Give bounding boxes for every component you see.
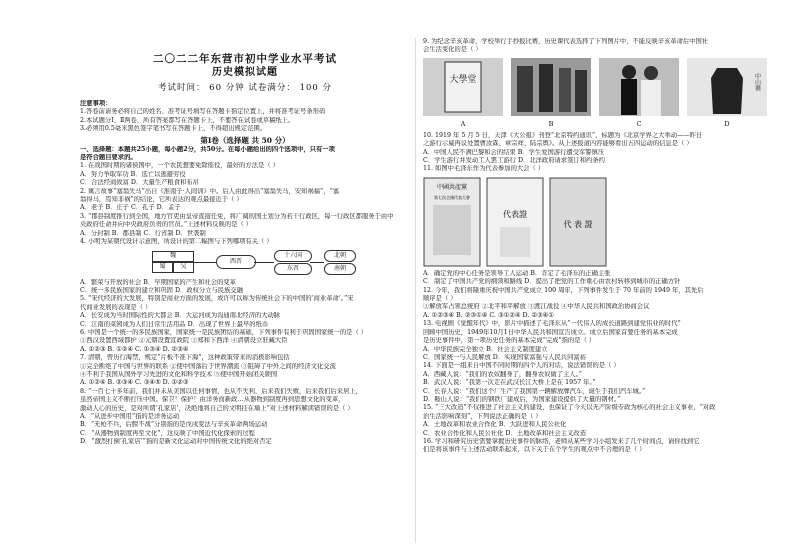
node-nanchao: 南朝	[324, 263, 356, 275]
q-line: D．鞍山人说：“我们的钢铁厂建成后，为国家建设提供了大量的钢材。”	[423, 395, 621, 403]
section1-intro-2: 是符合题目要求的。	[80, 154, 137, 162]
connector	[310, 262, 324, 263]
q-line: 2. 寓言故事“塞翁失马”出自《淮南子·人间训》中。后人由此得出“塞翁失马，安知祸福”，“塞	[80, 187, 340, 195]
column-divider	[415, 38, 416, 543]
q-line: 10. 1919 年 5 月 5 日，天津《大公报》刊登“北京特约通讯”，标题为《北京学界之大举动——昨日	[423, 131, 703, 139]
q-line: 6. 中国是一个统一的多民族国家，国家统一是民族团结的基础，下列事件有利于巩固国家统一的是（ ）	[80, 328, 368, 336]
section1-intro: 一、选择题：本题共25小题，每小题2分，共50分。在每小题给出的四个选项中，只有一项	[80, 145, 335, 153]
note-2: 2.本试题分Ⅰ、Ⅱ两卷，所有答案都写在答题卡上，不要答在试卷或草稿纸上。	[80, 116, 295, 124]
q-line: C．农业合作化和人民公社化 D．土地改革和社会主义改造	[423, 429, 586, 437]
section1-heading: 第Ⅰ卷（选择题 共 50 分）	[200, 135, 290, 145]
photo-a	[423, 58, 503, 129]
q-line: A．“从进步中国用”指的是洋务运动	[80, 413, 180, 420]
node-dongjin: 东晋	[274, 263, 312, 275]
photo-c	[599, 58, 679, 129]
q-line: 之游行示威再议处置曹汝霖、章宗祥、陆宗舆》。从上述报道内容能够看出五四运动的信息是（ ）	[423, 140, 693, 148]
q-line: 们是将该事件与上述活动联系起来，以下关于在个学生的观点中不合理的是（ ）	[423, 446, 646, 454]
q-line: 虽然帝国主义不断打压中国。保卫！保护！由洋务而新政…从器物到制度再到思想文化的变革，	[80, 396, 345, 404]
photo-label: A	[460, 119, 466, 128]
photo-a-image	[423, 58, 503, 116]
q11-images	[423, 177, 787, 267]
q-line: ①西汉设置西域都护 ②元朝设置宣政院 ③郑和下西洋 ④清朝设立驻藏大臣	[80, 337, 288, 345]
poster-2-title: 代表證	[503, 209, 527, 219]
q-line: 1. 在战国时期的诸侯国中，一个农民想要免除徭役，最好的方法是（ ）	[80, 162, 279, 170]
q-line: A．分封制 B．郡县制 C．行省制 D．世袭制	[80, 229, 206, 237]
q-line: 激动人心的历史，是对所谓‘孔家店’，决绝地将自己的文明挂在墙上”对上述材料解读错误的是（ ）	[80, 404, 354, 412]
node-wei: 魏	[152, 251, 194, 262]
left-column	[80, 38, 410, 447]
q-line: C．学生游行并发动工人罢工游行 D．北洋政府请求签订和约条约	[423, 157, 605, 165]
photo-b	[511, 58, 591, 129]
photo-d	[687, 58, 767, 129]
q-line: A．长安成为当时国际性的大都会 B．大运河成为沟通南北经济的大动脉	[80, 312, 281, 320]
poster-3	[549, 177, 607, 267]
exam-meta: 考试时间： 60 分钟 试卷满分： 100 分	[157, 83, 333, 93]
q-line: 15. “三大改造”不仅推进了社会主义的建设，也保证了今天以无产阶级专政为核心的社会主义事业，“对政	[423, 404, 716, 412]
q-line: ④不利于我国从国外学习先进的文化和科学技术 ⑤使中国开始闭关锁国	[80, 370, 278, 378]
note-1: 1.答卷前请务必将自己的姓名、准考证号填写在答题卡指定位置上，并将准考证号条形码	[80, 108, 326, 116]
exam-title: 二〇二二年东营市初中学业水平考试	[153, 53, 337, 65]
q-line: A．老子 B．庄子 C．孔子 D．孟子	[80, 204, 181, 212]
q-line: A．努力争取军功 B．选亡以逃避劳役	[80, 170, 186, 178]
poster-2	[486, 177, 544, 267]
q-line: 11. 如图中毛泽东作为代表参加的大会（ ）	[423, 165, 545, 173]
q-line: 治生活影响深刻”，下列说法正确的是（ ）	[423, 412, 542, 420]
q-line: 16. 学习和研究历史需要掌握历史事件的脉络，老师从某些学习小组发来了几个时间点，请你找到它	[423, 437, 700, 445]
q-line: 13. 电视剧《觉醒年代》中，影片中描述了毛泽东从“一代伟人的成长道路到建党伟业的时代”	[423, 320, 681, 328]
poster-1	[423, 177, 481, 267]
q-line: ①完全断绝了中国与世界的联系 ②使中国落后于世界潮流 ③阻碍了中外之间的经济文化交流	[80, 362, 336, 370]
q-line: A．土地改革和农业合作化 B．大跃进和人民公社化	[423, 421, 567, 429]
q-line: 回顾中国历史，1949年10月1日中华人民共和国宣告成立。成立后国家首要任务的基本完成	[423, 328, 678, 336]
q-line: B．武汉人说：“我第一次走在武汉长江大桥上是在 1957 年。”	[423, 379, 596, 387]
q-line: B．“无枪不兵，后膛不战”分别指的是戊戌变法与辛亥革命两场运动	[80, 421, 268, 429]
q-line: C．合法经商致富 D．大量生产粮食和布帛	[80, 179, 199, 187]
q-line: A．繁荣与开放的社会 B．早期国家的产生和社会的变革	[80, 278, 237, 286]
dynasty-diagram	[80, 249, 410, 303]
note-3: 3.必须用0.5毫米黑色签字笔书写在答题卡上，不得超出规定范围。	[80, 125, 267, 133]
q-line: 翁得马，焉知非祸”的结论，它所表达的观点最接近于（ ）	[80, 196, 243, 204]
q-line: 是历史事件中，第一项历史任务的基本完成“完成”指的是（ ）	[423, 337, 596, 345]
q-line: 3. “郡县制度推行到全国，地方官吏由皇帝直接任免，将广阔的国土划分为若干行政区，每一行政区都服务于由中	[80, 212, 394, 220]
q-line: ①解放军占领总统府 ②北平和平解放 ③渡江战役 ④中华人民共和国政治协商会议	[423, 303, 650, 311]
q-line: 4. 小明为某朝代设计示意图，所设计的第二幅图与下列哪项有关（ ）	[80, 238, 273, 246]
notes-heading: 注意事项：	[80, 100, 112, 107]
photo-label: B	[548, 119, 554, 128]
node-beichao: 北朝	[324, 250, 356, 262]
q-line: A．西藏人说：“我们的农奴翻身了，翻身农奴做了主人。”	[423, 370, 582, 378]
q-line: C．制定了中国共产党的纲领和路线 D．提出了把党的工作重心由农村转移到城市的正确方针	[423, 278, 681, 286]
q-line: A. ①②③ B. ①②④ C. ①③④ D. ②③④	[80, 345, 189, 353]
q-line: 9. 为纪念辛亥革命，学校举行手抄报比赛，历史课代表选择了下列图片中，不能反映辛亥革命后中国社	[423, 38, 709, 45]
photo-label: C	[636, 119, 642, 128]
q-line: 会生活变化的是（ ）	[423, 46, 482, 54]
q-line: 顺序是（ ）	[423, 295, 457, 303]
q-line: A．确定党的中心任务是领导工人运动 B．肯定了毛泽东的正确主张	[423, 269, 611, 277]
right-column	[423, 38, 787, 455]
q-line: 14. 下面是一组来自中国不同时期的四个人的对话，说法错误的是（ ）	[423, 362, 620, 370]
q-line: C．“从器物到制度再至文化”，这反映了中国近代化探索的过程	[80, 429, 255, 437]
poster-3-title: 代 表 證	[563, 219, 593, 229]
connector	[254, 262, 274, 263]
q-line: A．中华民族完全独立 B．社会主义制度建立	[423, 345, 548, 353]
poster-1-sub: 第七次全國代表大會	[434, 194, 470, 200]
q-line: C．国家统一与人民解放 D．实现国家富强与人民共同富裕	[423, 353, 586, 361]
q9-photos	[423, 58, 787, 129]
photo-d-image	[687, 58, 767, 116]
q-line: 央政府任命并向中央政府负责的官员。”上述材料反映的是（ ）	[80, 221, 253, 229]
photo-a-text: 大學堂	[449, 74, 477, 85]
q-line: A．中国人民不满巴黎和会的结果 B．学生爱国游行遭受军警镇压	[423, 148, 605, 156]
q-line: C．统一多民族国家的建立和巩固 D．政权分立与民族交融	[80, 286, 243, 294]
q-line: D．“激烈打倒‘孔家店’”指的是新文化运动对中国传统文化的绝对否定	[80, 438, 272, 446]
node-xijin: 西晋	[216, 255, 256, 269]
q-line: 7. 清朝，曾历行海禁，规定“片板不准下海”，这种政策带来的消极影响包括	[80, 354, 290, 362]
q-line: 8. “一百七十多年前，我们并未从美国以任何事情，也从不失利，后来我们失败，后来我们后来居上，	[80, 387, 362, 395]
poster-1-title: 中國共產黨	[436, 183, 468, 191]
q-line: A. ①②③④ B. ②③①④ C. ③①②④ D. ②③④①	[423, 311, 554, 319]
q-line: C．江南的菜园成为人们日常生活用品 D．出现了世界上最早的纸币	[80, 320, 269, 328]
photo-d-text: 中山裝	[753, 72, 761, 91]
q-line: A. ①②④ B. ②③④ C. ③④⑤ D. ①②③	[80, 379, 189, 387]
connector	[192, 262, 216, 263]
node-shiliuguo: 十六国	[274, 250, 312, 262]
photo-label: D	[724, 119, 730, 128]
q-line: C．长春人说：“我们这个厂生产了我国第一辆解放牌汽车，诞生于我们汽车城。”	[423, 387, 646, 395]
photo-b-image	[511, 58, 591, 116]
exam-subtitle: 历史模拟试题	[212, 67, 278, 78]
photo-c-image	[599, 58, 679, 116]
q-line: 代商业发展的表现是（ ）	[80, 303, 152, 311]
q-line: 5. “宋代经济的大发展，特别是商业方面的发展，或许可以称为传统社会下的中国的‘商业革命’。”宋	[80, 295, 354, 303]
node-wu: 吴	[173, 262, 194, 273]
q-line: 12. 今年，我们将隆重庆祝中国共产党成立 100 周年，下列事件发生于 70 年前的 1949 年，其先后	[423, 286, 704, 294]
node-shu: 蜀	[152, 262, 173, 273]
